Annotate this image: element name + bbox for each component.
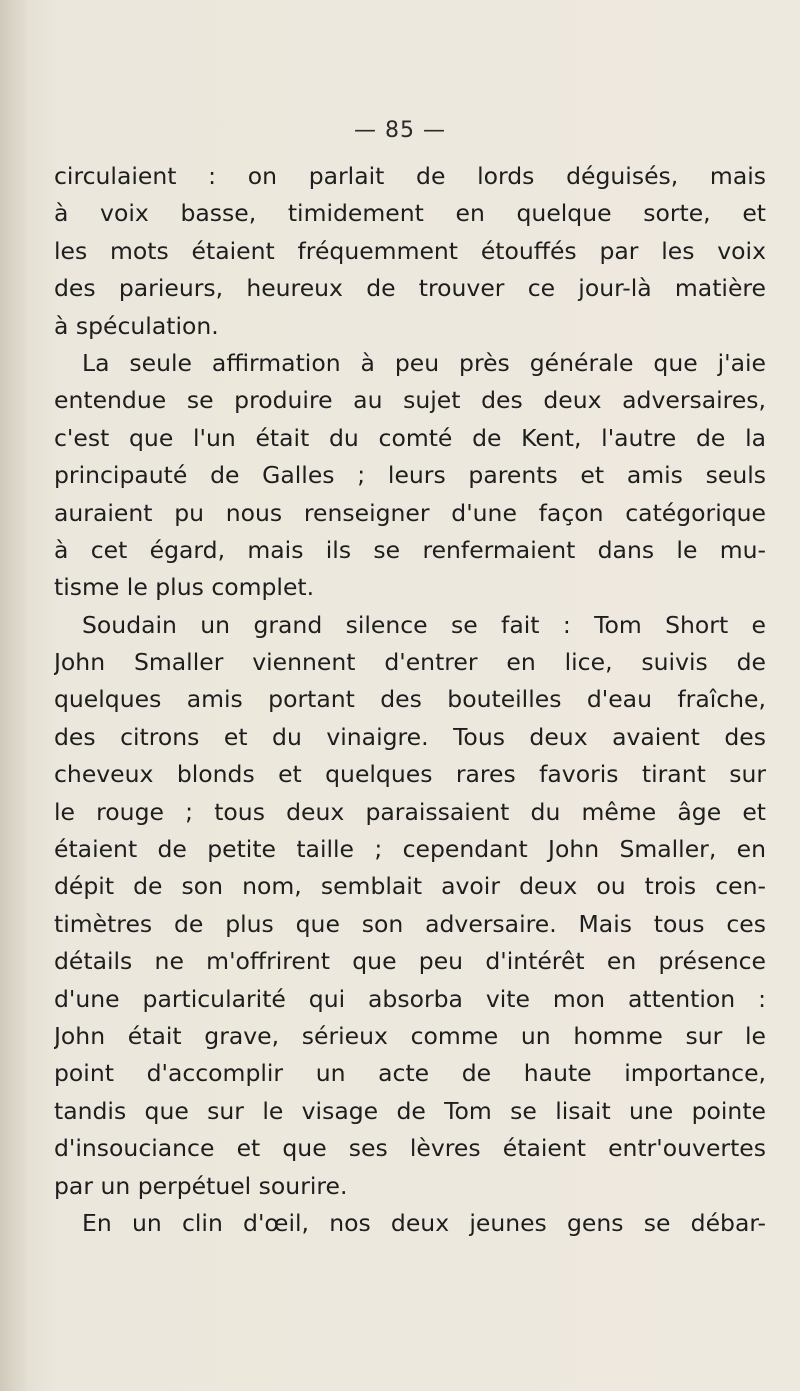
binding-shadow xyxy=(0,0,28,1391)
text-line: En un clin d'œil, nos deux jeunes gens se débar- xyxy=(82,1208,766,1237)
text-line: à cet égard, mais ils se renfermaient dans le mu- xyxy=(54,535,766,564)
text-line: à voix basse, timidement en quelque sorte, et xyxy=(54,199,766,228)
text-line: c'est que l'un était du comté de Kent, l'autre de la xyxy=(54,423,766,452)
text-line: d'une particularité qui absorba vite mon attention : xyxy=(54,984,766,1013)
text-line: tandis que sur le visage de Tom se lisait une pointe xyxy=(54,1096,766,1125)
text-line: des parieurs, heureux de trouver ce jour-là matière xyxy=(54,274,766,303)
body-text xyxy=(54,158,766,1242)
text-line: les mots étaient fréquemment étouffés par les voix xyxy=(54,236,766,265)
text-line: La seule affirmation à peu près générale que j'aie xyxy=(82,348,766,377)
text-line: entendue se produire au sujet des deux adversaires, xyxy=(54,386,766,415)
text-line: le rouge ; tous deux paraissaient du même âge et xyxy=(54,797,766,826)
text-line: d'insouciance et que ses lèvres étaient entr'ouvertes xyxy=(54,1134,766,1163)
text-line: des citrons et du vinaigre. Tous deux avaient des xyxy=(54,722,766,751)
text-line: circulaient : on parlait de lords déguisés, mais xyxy=(54,162,766,190)
text-line: timètres de plus que son adversaire. Mais tous ces xyxy=(54,909,766,938)
text-line: cheveux blonds et quelques rares favoris tirant sur xyxy=(54,760,766,789)
text-line: point d'accomplir un acte de haute importance, xyxy=(54,1059,766,1088)
text-line: principauté de Galles ; leurs parents et amis seuls xyxy=(54,461,766,490)
text-line: étaient de petite taille ; cependant John Smaller, en xyxy=(54,835,766,864)
text-line: John Smaller viennent d'entrer en lice, suivis de xyxy=(54,648,766,677)
text-line: détails ne m'offrirent que peu d'intérêt en présence xyxy=(54,947,766,976)
text-line: tisme le plus complet. xyxy=(54,573,315,602)
text-line: dépit de son nom, semblait avoir deux ou trois cen- xyxy=(54,872,766,901)
text-line: par un perpétuel sourire. xyxy=(54,1171,348,1200)
text-line: à spéculation. xyxy=(54,311,219,340)
text-line: Soudain un grand silence se fait : Tom Short e xyxy=(82,610,766,639)
text-line: quelques amis portant des bouteilles d'eau fraîche, xyxy=(54,685,766,714)
page-number: — 85 — xyxy=(354,118,446,143)
text-line: John était grave, sérieux comme un homme sur le xyxy=(54,1021,766,1050)
text-line: auraient pu nous renseigner d'une façon catégorique xyxy=(54,498,766,527)
